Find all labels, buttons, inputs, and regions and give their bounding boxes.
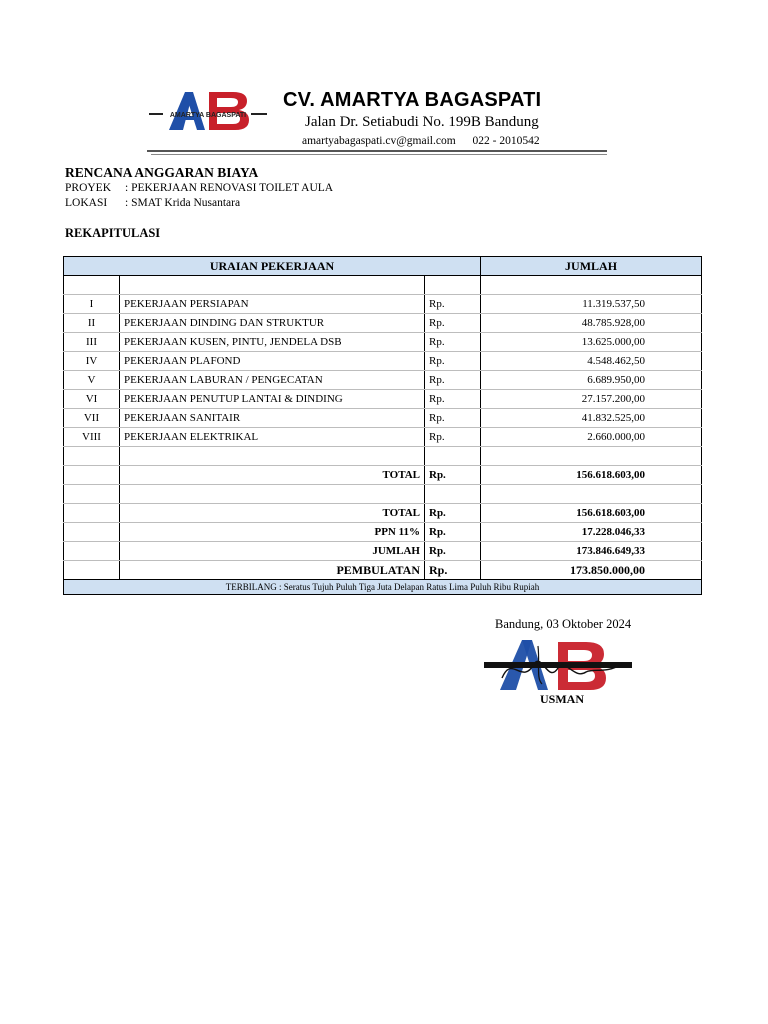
currency-label: Rp. [425, 371, 481, 390]
table-row [64, 314, 702, 333]
table-row [64, 390, 702, 409]
item-description: PEKERJAAN SANITAIR [120, 409, 425, 428]
currency-label: Rp. [425, 314, 481, 333]
summary-label: TOTAL [120, 504, 425, 523]
empty-cell [64, 447, 120, 466]
empty-cell [64, 485, 120, 504]
empty-cell [64, 466, 120, 485]
item-number: V [64, 371, 120, 390]
table-body [64, 276, 702, 595]
summary-amount: 173.850.000,00 [481, 561, 702, 580]
company-logo [147, 86, 269, 142]
project-label: PROYEK [65, 182, 112, 194]
empty-cell [120, 485, 425, 504]
item-description: PEKERJAAN KUSEN, PINTU, JENDELA DSB [120, 333, 425, 352]
terbilang-text: TERBILANG : Seratus Tujuh Puluh Tiga Juta Delapan Ratus Lima Puluh Ribu Rupiah [64, 580, 702, 595]
summary-row [64, 523, 702, 542]
spacer-row [64, 447, 702, 466]
document-title: RENCANA ANGGARAN BIAYA [65, 165, 259, 180]
item-number: VII [64, 409, 120, 428]
item-amount: 2.660.000,00 [481, 428, 702, 447]
empty-cell [64, 504, 120, 523]
empty-cell [120, 447, 425, 466]
currency-label: Rp. [425, 409, 481, 428]
subtotal-row [64, 466, 702, 485]
subtotal-amount: 156.618.603,00 [481, 466, 702, 485]
item-description: PEKERJAAN PLAFOND [120, 352, 425, 371]
item-description: PEKERJAAN LABURAN / PENGECATAN [120, 371, 425, 390]
item-number: VI [64, 390, 120, 409]
item-description: PEKERJAAN PENUTUP LANTAI & DINDING [120, 390, 425, 409]
item-number: VIII [64, 428, 120, 447]
summary-label: JUMLAH [120, 542, 425, 561]
empty-cell [425, 447, 481, 466]
item-amount: 6.689.950,00 [481, 371, 702, 390]
signatory-name: USMAN [540, 692, 584, 706]
empty-cell [64, 561, 120, 580]
currency-label: Rp. [425, 352, 481, 371]
subtotal-label: TOTAL [120, 466, 425, 485]
item-description: PEKERJAAN PERSIAPAN [120, 295, 425, 314]
signature-place-date: Bandung, 03 Oktober 2024 [495, 617, 632, 631]
project-value: : PEKERJAAN RENOVASI TOILET AULA [125, 182, 334, 194]
summary-row [64, 504, 702, 523]
spacer-row [64, 276, 702, 295]
terbilang-row [64, 580, 702, 595]
letterhead [147, 86, 609, 156]
empty-cell [425, 485, 481, 504]
recap-table [63, 256, 702, 595]
empty-cell [481, 485, 702, 504]
item-amount: 41.832.525,00 [481, 409, 702, 428]
location-line [65, 197, 240, 209]
item-number: II [64, 314, 120, 333]
currency-label: Rp. [425, 542, 481, 561]
currency-label: Rp. [425, 466, 481, 485]
project-line [65, 182, 333, 194]
table-row [64, 352, 702, 371]
location-value: : SMAT Krida Nusantara [125, 197, 241, 209]
company-name: CV. AMARTYA BAGASPATI [283, 89, 542, 111]
item-description: PEKERJAAN DINDING DAN STRUKTUR [120, 314, 425, 333]
summary-amount: 17.228.046,33 [481, 523, 702, 542]
table-row [64, 295, 702, 314]
spacer-row [64, 485, 702, 504]
currency-label: Rp. [425, 428, 481, 447]
currency-label: Rp. [425, 561, 481, 580]
table-row [64, 409, 702, 428]
header-jumlah: JUMLAH [481, 257, 702, 276]
table-row [64, 428, 702, 447]
logo-caption: AMARTYA BAGASPATI [169, 112, 247, 119]
item-number: III [64, 333, 120, 352]
item-amount: 11.319.537,50 [481, 295, 702, 314]
company-contact [302, 135, 554, 147]
table-row [64, 371, 702, 390]
item-amount: 13.625.000,00 [481, 333, 702, 352]
signature-stamp [482, 634, 634, 694]
company-phone: 022 - 2010542 [472, 135, 540, 147]
table-header-row [64, 257, 702, 276]
section-title: REKAPITULASI [65, 226, 161, 240]
item-description: PEKERJAAN ELEKTRIKAL [120, 428, 425, 447]
summary-row [64, 561, 702, 580]
empty-cell [64, 523, 120, 542]
summary-amount: 173.846.649,33 [481, 542, 702, 561]
empty-cell [64, 542, 120, 561]
company-address: Jalan Dr. Setiabudi No. 199B Bandung [305, 114, 539, 130]
company-email: amartyabagaspati.cv@gmail.com [302, 135, 456, 147]
currency-label: Rp. [425, 333, 481, 352]
item-number: I [64, 295, 120, 314]
summary-label: PEMBULATAN [120, 561, 425, 580]
summary-amount: 156.618.603,00 [481, 504, 702, 523]
item-number: IV [64, 352, 120, 371]
table-row [64, 333, 702, 352]
letterhead-rule-thin [151, 154, 607, 155]
item-amount: 48.785.928,00 [481, 314, 702, 333]
header-uraian: URAIAN PEKERJAAN [64, 257, 481, 276]
location-label: LOKASI [65, 197, 108, 209]
currency-label: Rp. [425, 390, 481, 409]
currency-label: Rp. [425, 295, 481, 314]
empty-cell [481, 447, 702, 466]
currency-label: Rp. [425, 523, 481, 542]
item-amount: 4.548.462,50 [481, 352, 702, 371]
currency-label: Rp. [425, 504, 481, 523]
summary-row [64, 542, 702, 561]
summary-label: PPN 11% [120, 523, 425, 542]
letterhead-rule [147, 150, 607, 152]
item-amount: 27.157.200,00 [481, 390, 702, 409]
